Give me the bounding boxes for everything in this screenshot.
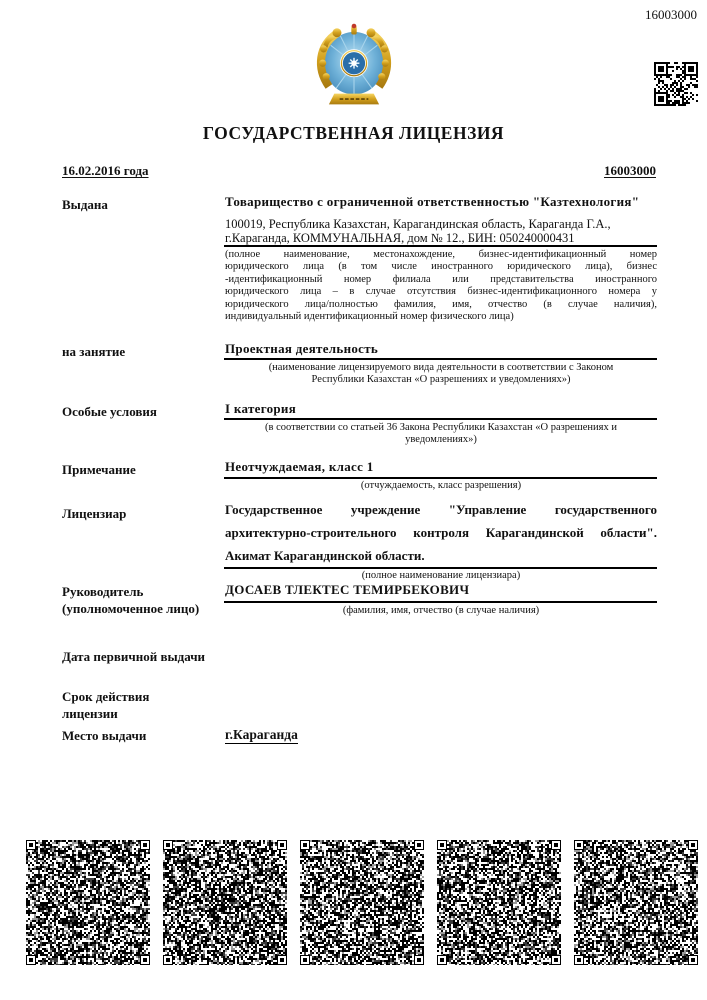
field-label-head: Руководитель (уполномоченное лицо)	[62, 584, 200, 616]
field-rule	[224, 477, 657, 479]
barcode-block-1	[26, 840, 150, 965]
head-value: ДОСАЕВ ТЛЕКТЕС ТЕМИРБЕКОВИЧ	[225, 582, 470, 597]
note-hint: (отчуждаемость, класс разрешения)	[360, 480, 522, 491]
issue-place-value	[225, 726, 298, 744]
field-label-issue-place: Место выдачи	[62, 728, 147, 743]
kazakhstan-state-emblem-icon	[309, 22, 399, 108]
special-conditions-hint	[225, 422, 657, 447]
barcode-strip	[26, 840, 698, 965]
field-label-validity-period: Срок действия лицензии	[62, 689, 150, 721]
issue-date: 16.02.2016 года	[62, 163, 149, 178]
field-label-activity: на занятие	[62, 344, 126, 359]
hint-line: юридического лица – в случае отсутствия бизнес-идентификационного номера у	[225, 286, 657, 298]
field-rule	[224, 245, 657, 247]
field-label-special-conditions: Особые условия	[62, 404, 157, 419]
field-label-issued-to: Выдана	[62, 197, 108, 212]
note-value: Неотчуждаемая, класс 1	[225, 459, 374, 474]
field-rule	[224, 601, 657, 603]
field-rule	[224, 358, 657, 360]
licensee-address-line: г.Караганда, КОММУНАЛЬНАЯ, дом № 12., БИН: 050240000431	[225, 230, 575, 245]
licensor-value	[225, 498, 657, 567]
special-conditions-value: I категория	[225, 401, 297, 416]
licensee-address-line: 100019, Республика Казахстан, Карагандинская область, Караганда Г.А.,	[225, 217, 611, 231]
activity-value: Проектная деятельность	[225, 341, 379, 356]
field-rule	[224, 418, 657, 420]
issued-to-hint	[225, 249, 657, 323]
barcode-block-2	[163, 840, 287, 965]
doc-number-top: 16003000	[645, 7, 697, 22]
hint-text: (наименование лицензируемого вида деятельности в соответствии с Законом Республики Казахстан «О разрешениях и уведомлениях»)	[268, 362, 614, 386]
barcode-block-5	[574, 840, 698, 965]
page-title: ГОСУДАРСТВЕННАЯ ЛИЦЕНЗИЯ	[202, 123, 505, 143]
field-rule	[224, 567, 657, 569]
hint-line: -идентификационный номер филиала или представительства иностранного	[225, 273, 657, 285]
head-hint: (фамилия, имя, отчество (в случае наличия)	[342, 605, 540, 616]
barcode-block-4	[437, 840, 561, 965]
licensor-line: Государственное учреждение "Управление государственного	[225, 502, 657, 517]
hint-line: юридического лица (в том числе иностранного юридического лица), бизнес	[225, 261, 657, 273]
licensor-hint: (полное наименование лицензиара)	[361, 570, 521, 581]
license-number: 16003000	[604, 163, 656, 178]
hint-line: индивидуальный идентификационный номер физического лица)	[225, 311, 514, 323]
licensee-name: Товарищество с ограниченной ответственностью "Казтехнология"	[225, 194, 640, 209]
field-label-first-issue-date: Дата первичной выдачи	[62, 649, 206, 664]
licensor-line: Акимат Карагандинской области.	[225, 548, 425, 563]
licensee-address	[225, 218, 657, 245]
activity-hint	[225, 362, 657, 387]
issue-place-text: г.Караганда	[225, 727, 298, 742]
hint-line: юридического лица/полностью фамилия, имя, отчество (в случае наличия),	[225, 298, 657, 310]
barcode-block-3	[300, 840, 424, 965]
hint-text: (в соответствии со статьей 36 Закона Республики Казахстан «О разрешениях и уведомлениях»)	[265, 422, 617, 446]
hint-line: (полное наименование, местонахождение, бизнес-идентификационный номер	[225, 249, 657, 260]
licensor-line: архитектурно-строительного контроля Карагандинской области".	[225, 525, 657, 540]
qr-code	[654, 62, 698, 106]
field-label-note: Примечание	[62, 462, 136, 477]
field-label-licensor: Лицензиар	[62, 506, 127, 521]
